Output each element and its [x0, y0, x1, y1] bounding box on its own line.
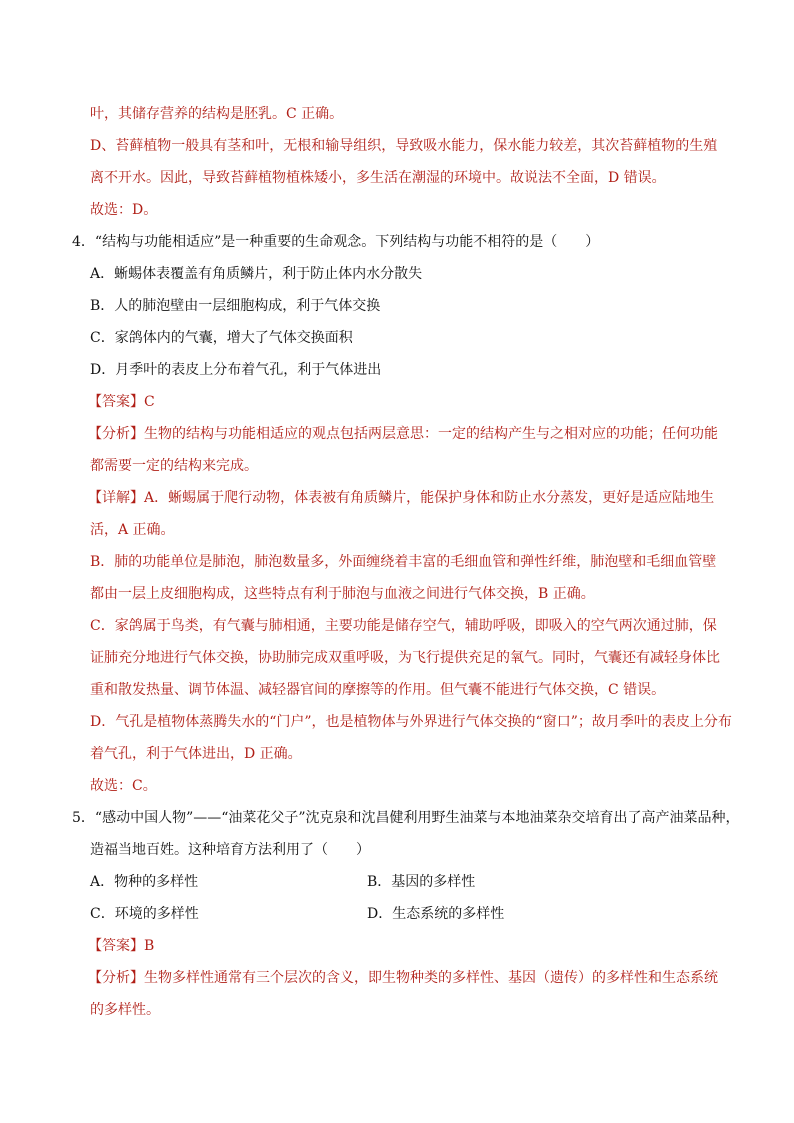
q4-analysis-line: 都需要一定的结构来完成。 — [90, 458, 258, 474]
q4-analysis — [88, 424, 718, 444]
analysis-tag: 【分析】 — [88, 970, 144, 986]
q4-option-c: C．家鸽体内的气囊，增大了气体交换面积 — [90, 330, 353, 346]
q5-option-b: B．基因的多样性 — [367, 874, 476, 890]
analysis-tag: 【分析】 — [88, 426, 144, 442]
analysis-text: 生物的结构与功能相适应的观点包括两层意思：一定的结构产生与之相对应的功能；任何功能 — [144, 426, 718, 442]
q4-choose: 故选：C。 — [90, 778, 157, 794]
q5-analysis — [88, 968, 718, 988]
q3-explanation-line: 叶，其储存营养的结构是胚乳。C 正确。 — [90, 106, 344, 122]
q3-explanation-line: D、苔藓植物一般具有茎和叶，无根和输导组织，导致吸水能力，保水能力较差，其次苔藓植物的生殖 — [90, 138, 718, 154]
q5-option-c: C．环境的多样性 — [90, 906, 199, 922]
q5-stem: 5．“感动中国人物”——“油菜花父子”沈克泉和沈昌健利用野生油菜与本地油菜杂交培育出了高产油菜品种， — [72, 810, 740, 826]
q4-detail-line: 都由一层上皮细胞构成，这些特点有利于肺泡与血液之间进行气体交换，B 正确。 — [90, 586, 595, 602]
q5-analysis-line: 的多样性。 — [90, 1002, 160, 1018]
analysis-text: 生物多样性通常有三个层次的含义，即生物种类的多样性、基因（遗传）的多样性和生态系统 — [144, 970, 718, 986]
q4-stem: 4．“结构与功能相适应”是一种重要的生命观念。下列结构与功能不相符的是（ ） — [72, 234, 600, 250]
q4-option-a: A．蜥蜴体表覆盖有角质鳞片，利于防止体内水分散失 — [90, 266, 423, 282]
q4-detail-line: 证肺充分地进行气体交换，协助肺完成双重呼吸，为飞行提供充足的氧气。同时，气囊还有减轻身体比 — [90, 650, 720, 666]
q4-answer — [88, 392, 155, 412]
q4-option-d: D．月季叶的表皮上分布着气孔，利于气体进出 — [90, 362, 382, 378]
q5-option-d: D．生态系统的多样性 — [367, 906, 505, 922]
q4-detail-line: 着气孔，利于气体进出，D 正确。 — [90, 746, 302, 762]
q4-detail-line: D．气孔是植物体蒸腾失水的“门户”，也是植物体与外界进行气体交换的“窗口”；故月季叶的表皮上分布 — [90, 714, 732, 730]
answer-tag: 【答案】 — [88, 394, 144, 410]
answer-tag: 【答案】 — [88, 938, 144, 954]
q4-detail-line: C．家鸽属于鸟类，有气囊与肺相通，主要功能是储存空气，辅助呼吸，即吸入的空气两次通过肺，保 — [90, 618, 717, 634]
detail-tag: 【详解】 — [88, 490, 144, 506]
detail-text: A．蜥蜴属于爬行动物，体表被有角质鳞片，能保护身体和防止水分蒸发，更好是适应陆地生 — [144, 490, 715, 506]
q4-option-b: B．人的肺泡壁由一层细胞构成，利于气体交换 — [90, 298, 381, 314]
q4-detail-line: 重和散发热量、调节体温、减轻器官间的摩擦等的作用。但气囊不能进行气体交换，C 错误。 — [90, 682, 666, 698]
q5-option-a: A．物种的多样性 — [90, 874, 199, 890]
q5-stem-line: 造福当地百姓。这种培育方法利用了（ ） — [90, 842, 370, 858]
q3-explanation-line: 离不开水。因此，导致苔藓植物植株矮小，多生活在潮湿的环境中。故说法不全面，D 错误。 — [90, 170, 666, 186]
answer-value: B — [144, 938, 155, 954]
q5-answer — [88, 936, 154, 956]
q4-detail-line: 活，A 正确。 — [90, 522, 175, 538]
answer-value: C — [144, 394, 155, 410]
q4-detail-line: B．肺的功能单位是肺泡，肺泡数量多，外面缠绕着丰富的毛细血管和弹性纤维，肺泡壁和毛细血管壁 — [90, 554, 717, 570]
q3-choose: 故选：D。 — [90, 202, 158, 218]
q4-detail — [88, 488, 714, 508]
